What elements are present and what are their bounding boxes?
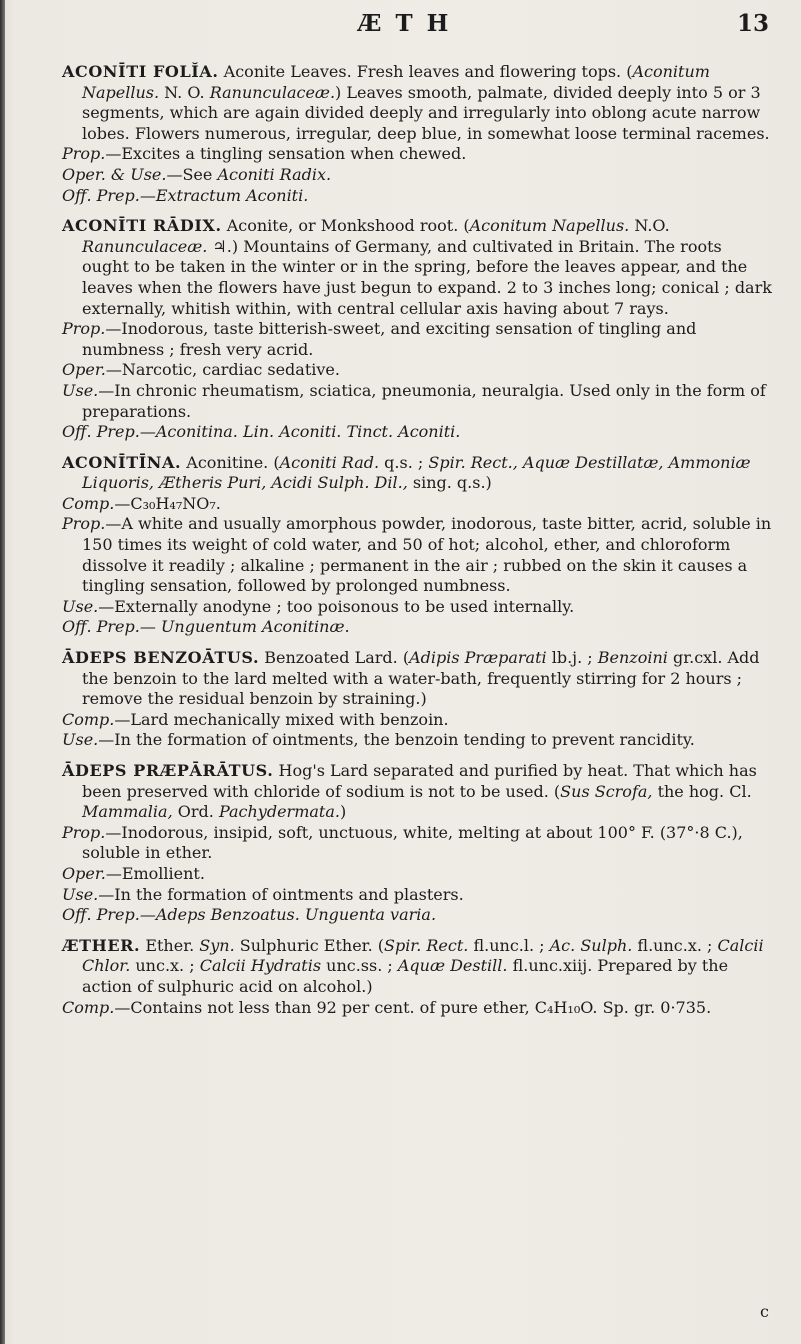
dictionary-entry [62,216,773,443]
italic-text: Ac. Sulph. [549,935,633,955]
italic-text: Use. [62,884,99,904]
dictionary-entry [62,62,773,206]
signature-mark: c [760,1302,769,1321]
body-text: the hog. Cl. [652,781,752,801]
italic-text: Prop. [62,319,106,339]
entry-subsection [62,998,773,1019]
italic-text: Comp. [62,709,115,729]
italic-text: Prop. [62,144,106,164]
italic-text: Off. Prep.—Extractum Aconiti. [62,185,309,205]
italic-text: Ranunculaceæ. [82,236,208,256]
body-text: —Inodorous, insipid, soft, unctuous, white, melting at about 100° F. (37°·8 C.), soluble in ether. [82,822,743,863]
body-text: N.O. [629,216,670,236]
italic-text: Ranunculaceæ. [209,82,336,102]
entry-subsection [62,360,773,381]
italic-text: Aquæ Destill. [397,956,508,976]
body-text: unc.ss. ; [321,956,398,976]
entry-term: ACONĪTI FOLĬA. [62,62,219,81]
body-text: Aconite, or Monkshood root. ( [221,216,470,236]
body-text: lb.j. ; [546,648,598,668]
entry-term: ACONĪTI RĀDIX. [62,216,222,236]
italic-text: Syn. [199,935,235,955]
entry-subsection [62,710,773,731]
entry-term: ĀDEPS PRÆPĀRĀTUS. [62,761,274,780]
italic-text: Calcii Hydratis [199,956,322,976]
binding-edge [0,0,5,1344]
dictionary-entry [62,761,773,926]
entry-subsection [62,514,773,596]
body-text: N. O. [159,82,210,102]
entry-subsection [62,617,773,638]
entry-subsection [62,186,773,207]
italic-text: Mammalia, [82,802,173,822]
body-text: gr.cxl. Add the benzoin to the lard melted with a water-bath, frequently stirring for 2 hours ; remove the residual benzoin by straining.) [82,648,760,709]
body-text: —Contains not less than 92 per cent. of pure ether, C₄H₁₀O. Sp. gr. 0·735. [114,997,712,1017]
entry-term: ĀDEPS BENZOĀTUS. [62,648,260,668]
entry-subsection [62,885,773,906]
body-text: q.s. ; [379,452,429,472]
italic-text: Use. [62,730,99,750]
entry-subsection [62,864,773,885]
body-text: —Lard mechanically mixed with benzoin. [114,709,449,729]
italic-text: Aconitum Napellus. [82,62,710,102]
italic-text: Aconiti Rad. [279,452,380,472]
italic-text: Aconiti Radix. [217,164,332,184]
page-number: 13 [736,10,769,37]
body-text: —In chronic rheumatism, sciatica, pneumonia, neuralgia. Used only in the form of preparations. [82,380,766,421]
body-text: Aconitine. ( [181,452,280,472]
entry-heading [62,761,773,823]
italic-text: Aconitum Napellus. [469,216,630,236]
dictionary-entry [62,453,773,638]
italic-text: Off. Prep.— Unguentum Aconitinæ. [62,617,350,637]
italic-text: Prop. [62,514,106,534]
italic-text: Calcii Chlor. [82,935,764,976]
body-text: fl.unc.x. ; [632,935,718,955]
body-text: Benzoated Lard. ( [259,648,410,668]
italic-text: Benzoini [597,648,668,668]
entry-subsection [62,597,773,618]
italic-text: Oper. & Use. [62,164,167,184]
entry-subsection [62,494,773,515]
entry-subsection [62,823,773,864]
entry-subsection [62,730,773,751]
body-text: —In the formation of ointments and plasters. [98,884,464,904]
body-text: Aconite Leaves. Fresh leaves and flowering tops. ( [218,62,633,81]
entry-term: ÆTHER. [62,935,141,955]
italic-text: Comp. [62,493,115,513]
body-text: ♃.) Mountains of Germany, and cultivated in Britain. The roots ought to be taken in the winter or in the spring, before the leaves appear, and the leaves when the flowers have just begun to expand. 2 to 3 inches long; conical ; dark externally, whitish within, with central cellular axis having about 7 rays. [82,236,772,318]
body-text: —In the formation of ointments, the benzoin tending to prevent rancidity. [98,730,695,750]
body-text: —Inodorous, taste bitterish-sweet, and exciting sensation of tingling and numbness ; fresh very acrid. [82,319,697,359]
italic-text: Sus Scrofa, [560,781,653,801]
body-text: Ether. [140,935,200,955]
body-text: unc.x. ; [130,956,200,976]
body-text: Hog's Lard separated and purified by heat. That which has been preserved with chloride of sodium is not to be used. ( [82,761,757,801]
italic-text: Off. Prep.—Adeps Benzoatus. Unguenta varia. [62,905,437,925]
italic-text: Spir. Rect., Aquæ Destillatæ, Ammoniæ Liquoris, Ætheris Puri, Acidi Sulph. Dil., [82,452,751,493]
body-text: —See [166,164,218,184]
entry-subsection [62,165,773,186]
body-text: —C₃₀H₄₇NO₇. [114,493,221,513]
body-text: ) Leaves smooth, palmate, divided deeply into 5 or 3 segments, which are again divided deeply and irregularly into oblong acute narrow lobes. Flowers numerous, irregular, deep blue, in somewhat loose terminal racemes. [82,82,770,143]
italic-text: Use. [62,380,99,400]
entry-subsection [62,905,773,926]
italic-text: Off. Prep.—Aconitina. Lin. Aconiti. Tinct. Aconiti. [62,422,461,442]
dictionary-entry [62,936,773,1018]
body-text: —Emollient. [105,863,205,883]
body-text: ) [339,802,347,822]
running-title: Æ T H [357,10,452,37]
body-text: Ord. [172,802,219,822]
italic-text: Pachydermata. [218,802,340,822]
page-header [40,4,769,44]
entry-heading [62,62,773,144]
entry-subsection [62,381,773,422]
body-text: fl.unc.xiij. Prepared by the action of sulphuric acid on alcohol.) [82,956,729,996]
entry-subsection [62,422,773,443]
body-text: Sulphuric Ether. ( [234,935,384,955]
entry-subsection [62,319,773,360]
body-text: sing. q.s.) [407,473,492,493]
italic-text: Spir. Rect. [383,935,469,955]
dictionary-entry [62,648,773,751]
italic-text: Oper. [62,360,106,380]
body-text: —Excites a tingling sensation when chewed. [105,144,467,164]
body-text: —A white and usually amorphous powder, inodorous, taste bitter, acrid, soluble in 150 times its weight of cold water, and 50 of hot; alcohol, ether, and chloroform dissolve it readily ; alkaline ; permanent in the air ; rubbed on the skin it causes a tingling sensation, followed by prolonged numbness. [82,514,772,596]
entry-subsection [62,144,773,165]
italic-text: Prop. [62,822,106,842]
entry-heading [62,648,773,710]
italic-text: Oper. [62,863,106,883]
entry-term: ACONĪTĪNA. [62,452,182,472]
entry-heading [62,936,773,998]
italic-text: Use. [62,596,99,616]
body-text: —Externally anodyne ; too poisonous to be used internally. [98,596,575,616]
body-text: fl.unc.l. ; [468,935,550,955]
body-text: —Narcotic, cardiac sedative. [105,360,340,380]
italic-text: Adipis Præparati [409,648,547,668]
dictionary-content [62,62,773,1028]
entry-heading [62,453,773,494]
entry-heading [62,216,773,319]
italic-text: Comp. [62,997,115,1017]
